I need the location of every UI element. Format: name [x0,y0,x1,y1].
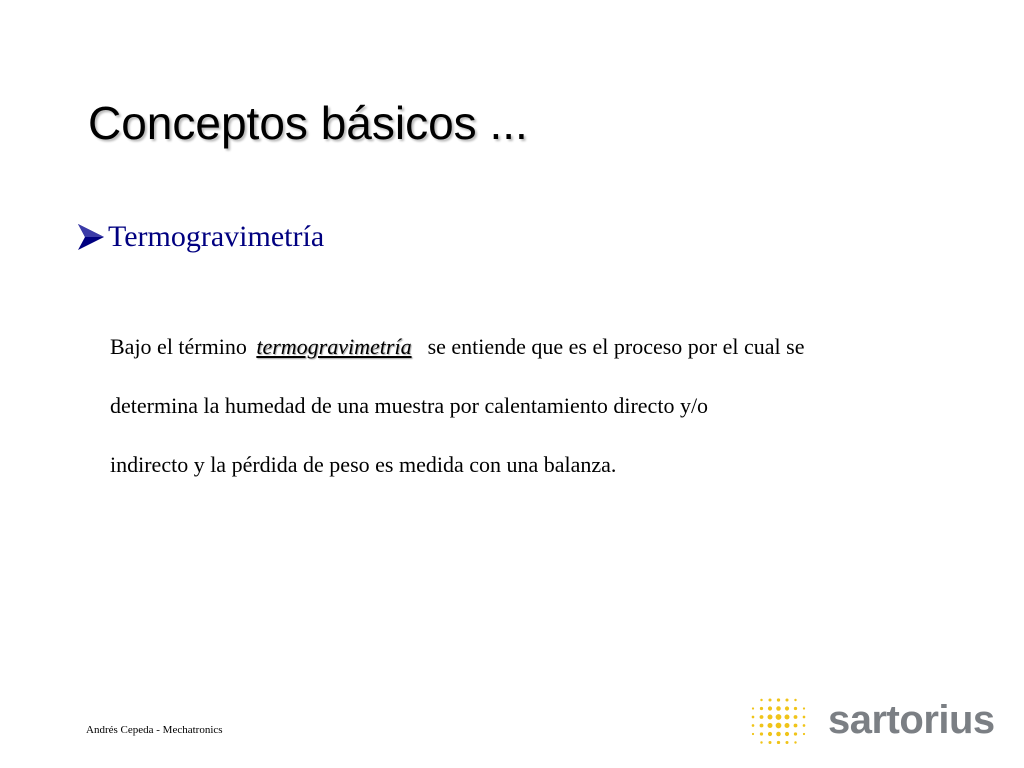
sartorius-logo [748,696,995,744]
bullet-item [74,220,324,254]
arrow-bullet-icon [74,222,108,252]
logo-text: sartorius [828,697,995,742]
paragraph-line-1-start: Bajo el término [110,334,247,359]
term-termogravimetria: termogravimetría [256,334,412,359]
definition-paragraph [110,326,950,503]
paragraph-line-1-end: se entiende que es el proceso por el cual se [427,334,805,359]
paragraph-line-2: determina la humedad de una muestra por calentamiento directo y/o [110,393,709,418]
sartorius-dots-icon [748,696,810,744]
paragraph-line-1 [110,326,950,385]
footer-author: Andrés Cepeda - Mechatronics [86,724,223,736]
bullet-text: Termogravimetría [108,220,325,253]
slide-title: Conceptos básicos ... [88,97,528,149]
paragraph-line-3: indirecto y la pérdida de peso es medida con una balanza. [110,452,617,477]
